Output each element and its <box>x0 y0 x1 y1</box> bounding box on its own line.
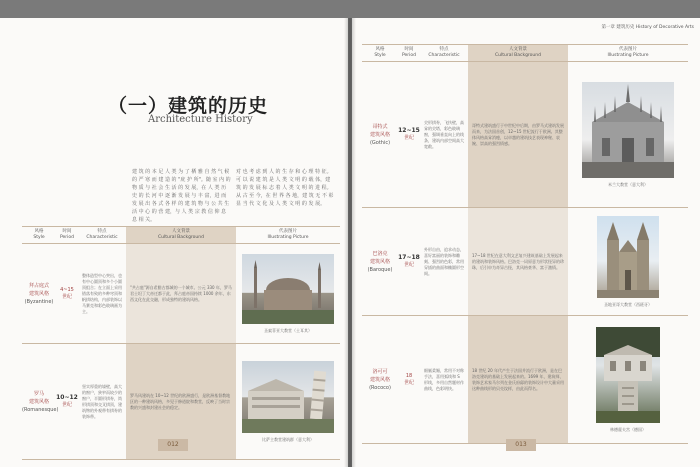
style-cell: 哥特式 建筑风格 (Gothic) <box>362 62 398 208</box>
table-row <box>22 244 340 344</box>
style-cell: 巴洛克 建筑风格 (Baroque) <box>362 208 398 316</box>
cultural-cell: 罗马风建筑在 10~12 世纪的欧洲盛行，是欧洲基督教地区的一种建筑风格，多见于修道院和教堂，反映了当时宗教的兴盛和封建社会的稳定。 <box>126 344 236 460</box>
cultural-cell: 18 世纪 20 年代产生于法国并流行于欧洲，是在巴洛克建筑的基础上发展起来的。1699 年，建筑师、装饰艺术家马尔列在金氏府邸的装饰设计中大量采用这种曲线形的贝壳纹样，由此而得名。 <box>468 316 568 444</box>
pisa-photo <box>242 361 334 433</box>
cultural-cell: 哥特式建筑盛行于中世纪中后期，由罗马式建筑发展而来，为法国首创，12~15 世纪流行于欧洲。其整体风格高耸消瘦，以卓越的建筑技艺表现神秘、哀婉、崇高的强烈情感。 <box>468 62 568 208</box>
picture-cell <box>236 244 340 344</box>
table-row <box>362 62 688 208</box>
characteristic-cell: 尖形拱券，飞扶壁，高耸的尖塔，彩色玻璃窗，强调垂直向上的线条，建筑内部空间高大宽敞。 <box>420 62 468 208</box>
photo-caption: 比萨主教堂建筑群（意大利） <box>262 436 314 442</box>
characteristic-cell: 外形自由，追求动态，喜好富丽的装饰和雕刻、强烈的色彩，常用穿插的曲面和椭圆形空间。 <box>420 208 468 316</box>
header-period: 时间 Period <box>56 227 78 244</box>
linderhof-palace-photo <box>596 327 660 423</box>
header-cultural: 人文背景 Cultural Background <box>126 227 236 244</box>
period-cell: 17~18 世纪 <box>398 208 420 316</box>
characteristic-cell: 整体造型中心突出，也有中心圆顶和多个小圆顶组合；在立面上采用错落有致的多种穹顶和帆拱结构，内部装饰以马赛克和彩色玻璃画为主。 <box>78 244 126 344</box>
header-picture: 代表图片 Illustrating Picture <box>568 45 688 62</box>
period-cell: 10~12 世纪 <box>56 344 78 460</box>
history-table-right <box>362 44 688 444</box>
header-style: 风格 Style <box>362 45 398 62</box>
left-page <box>0 18 348 467</box>
picture-cell <box>236 344 340 460</box>
period-cell: 12~15 世纪 <box>398 62 420 208</box>
header-characteristic: 特点 Characteristic <box>420 45 468 62</box>
right-page <box>352 18 700 467</box>
style-cell: 洛可可 建筑风格 (Rococo) <box>362 316 398 444</box>
chapter-title: （一）建筑的历史 <box>108 95 269 117</box>
picture-cell <box>568 316 688 444</box>
history-table-left <box>22 226 340 460</box>
cultural-cell: 17~18 世纪在意大利文艺复兴建筑基础上发展起来的建筑和装饰风格。巴洛克一词原意为形状怪异的珍珠，后引申为奇异古怪，其风格豪华、富于激情。 <box>468 208 568 316</box>
style-cell: 拜占庭式 建筑风格 (Byzantine) <box>22 244 56 344</box>
table-row <box>362 316 688 444</box>
period-cell: 18 世纪 <box>398 316 420 444</box>
header-characteristic: 特点 Characteristic <box>78 227 126 244</box>
intro-paragraph-2: 对 也 考 虑 到 人 的 生 存 和 心 理 特 征。可 以 说 建 筑 是 人 类 文 明 的 载 体，建 筑 的 发 展 标 志 着 人 类 文 明 的 进 程。从 古 至 今，在 世 界 各 地，建 筑 无 不 彰 显 当 代 文 化 及 人 类 文 明 的 发 展。 <box>236 169 334 207</box>
period-cell: 4~15 世纪 <box>56 244 78 344</box>
page-number: 013 <box>506 439 536 451</box>
chapter-subtitle: Architecture History <box>148 114 253 125</box>
header-style: 风格 Style <box>22 227 56 244</box>
header-picture: 代表图片 Illustrating Picture <box>236 227 340 244</box>
picture-cell <box>568 208 688 316</box>
photo-caption: 林德霍夫宫（德国） <box>610 426 646 432</box>
table-row <box>362 208 688 316</box>
characteristic-cell: 细腻柔媚，常用不对称手法，喜用弧线和 S 形线，多用自然题材作曲线，色彩明快。 <box>420 316 468 444</box>
photo-caption: 圣地亚哥大教堂（西班牙） <box>604 301 652 307</box>
characteristic-cell: 坚实厚重的墙壁，高大的窗户，狭窄而较少的窗户，半圆形拱券，筒形拱顶和交叉拱顶，建筑物的外观带有拱券的装饰带。 <box>78 344 126 460</box>
photo-caption: 圣索菲亚大教堂（土耳其） <box>264 327 312 333</box>
header-cultural: 人文背景 Cultural Background <box>468 45 568 62</box>
milan-cathedral-photo <box>582 82 674 178</box>
intro-paragraph-1: 建 筑 的 本 足 人 类 为 了 栖 雅 自 然 气 候 的 严 寒 而 建 造 的 "庇 护 所"。随 室 内 的 物 质 与 社 会 生 活 的 发 展，在 人 类 历 史 的 长 河 中 逐 渐 发 展 与 丰 富，进 而 发 展 出 各 式 各 样 的 建 筑 物 与 公 共 生 活 中 心 的 营 建，与 人 类 宗 教 信 仰 息 息 相 关。 <box>132 169 231 223</box>
book-gutter <box>344 18 356 467</box>
picture-cell <box>568 62 688 208</box>
cultural-cell: "共占庭"源自希腊古都城的一个城市。公元 330 年，罗马君士坦丁大帝迁都于此，拜占庭帝国持续 1000 余年，东西文化在此交融，形成独特的建筑风格。 <box>126 244 236 344</box>
running-head: 第一章 建筑历史 History of Decorative Arts <box>601 25 694 30</box>
page-number: 012 <box>158 439 188 451</box>
hagia-sophia-photo <box>242 254 334 324</box>
santiago-cathedral-photo <box>597 216 659 298</box>
style-cell: 罗马 建筑风格 (Romanesque) <box>22 344 56 460</box>
photo-caption: 米兰大教堂（意大利） <box>608 181 648 187</box>
header-period: 时间 Period <box>398 45 420 62</box>
